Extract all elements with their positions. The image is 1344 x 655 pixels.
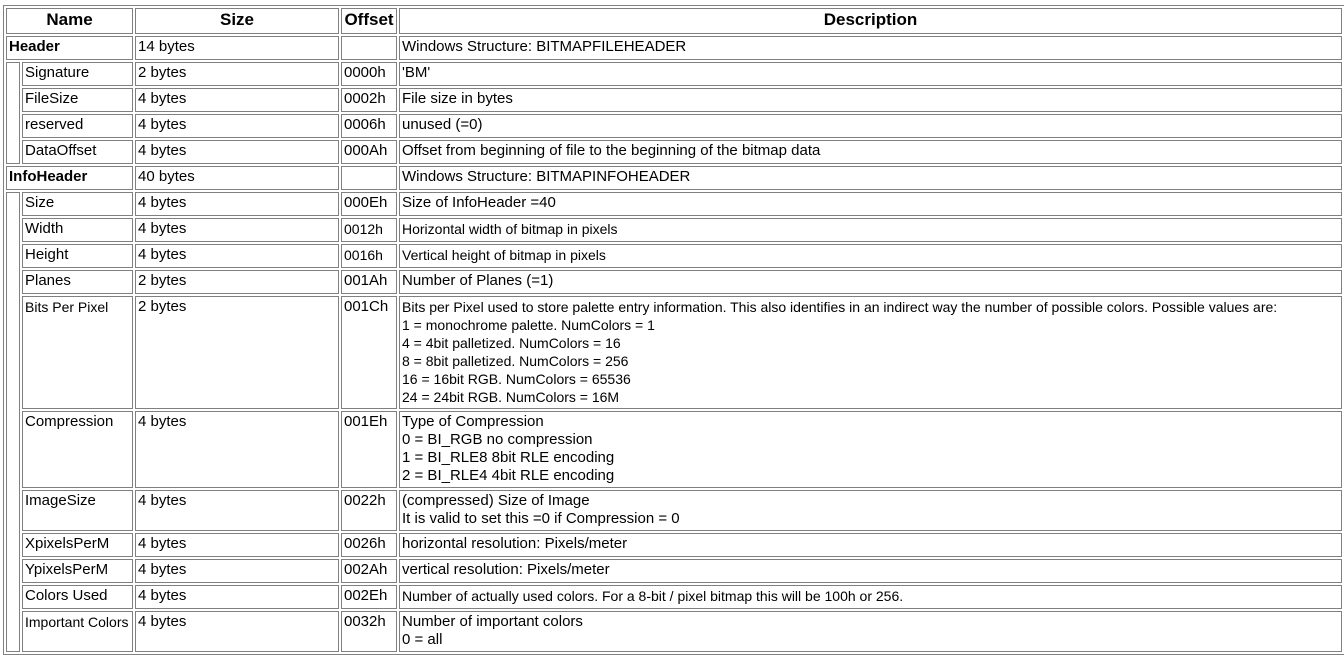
table-row: [6, 192, 1342, 216]
group-description: Windows Structure: BITMAPINFOHEADER: [399, 166, 1342, 190]
field-name: Bits Per Pixel: [22, 296, 133, 409]
field-description: Vertical height of bitmap in pixels: [399, 244, 1342, 268]
table-row: [6, 244, 1342, 268]
field-description: Bits per Pixel used to store palette entry information. This also identifies in an indirect way the number of possible colors. Possible values are: 1 = monochrome palette. NumColors = 1 4 = 4bit palletized. NumColors = 16 8 = 8bit palletized. NumColors = 256 16 = 16bit RGB. NumColors = 65536 24 = 24bit RGB. NumColors = 16M: [399, 296, 1342, 409]
group-description: Windows Structure: BITMAPFILEHEADER: [399, 36, 1342, 60]
field-offset: 002Ah: [341, 559, 397, 583]
field-name: Compression: [22, 411, 133, 488]
field-name: Size: [22, 192, 133, 216]
table-row: [6, 270, 1342, 294]
field-size: 4 bytes: [135, 533, 339, 557]
group-row-header: [6, 36, 1342, 60]
field-offset: 0026h: [341, 533, 397, 557]
field-offset: 0012h: [341, 218, 397, 242]
field-size: 2 bytes: [135, 296, 339, 409]
field-offset: 0006h: [341, 114, 397, 138]
column-header-description: Description: [399, 8, 1342, 34]
field-name: Signature: [22, 62, 133, 86]
field-size: 4 bytes: [135, 411, 339, 488]
field-description: Number of important colors 0 = all: [399, 611, 1342, 652]
field-offset: 000Eh: [341, 192, 397, 216]
field-offset: 000Ah: [341, 140, 397, 164]
field-name: YpixelsPerM: [22, 559, 133, 583]
table-row: [6, 114, 1342, 138]
field-description: vertical resolution: Pixels/meter: [399, 559, 1342, 583]
field-description: Number of actually used colors. For a 8-bit / pixel bitmap this will be 100h or 256.: [399, 585, 1342, 609]
bmp-format-table: [3, 5, 1344, 655]
field-description: horizontal resolution: Pixels/meter: [399, 533, 1342, 557]
column-header-offset: Offset: [341, 8, 397, 34]
table-row: [6, 533, 1342, 557]
table-row: [6, 140, 1342, 164]
field-size: 4 bytes: [135, 114, 339, 138]
field-size: 4 bytes: [135, 559, 339, 583]
field-name: Height: [22, 244, 133, 268]
group-size: 14 bytes: [135, 36, 339, 60]
field-size: 2 bytes: [135, 62, 339, 86]
indent-cell: [6, 62, 20, 164]
field-size: 4 bytes: [135, 611, 339, 652]
field-offset: 002Eh: [341, 585, 397, 609]
group-size: 40 bytes: [135, 166, 339, 190]
group-offset: [341, 36, 397, 60]
field-description: unused (=0): [399, 114, 1342, 138]
table-row: [6, 585, 1342, 609]
group-name: InfoHeader: [6, 166, 133, 190]
field-description: Size of InfoHeader =40: [399, 192, 1342, 216]
field-size: 4 bytes: [135, 244, 339, 268]
field-offset: 0032h: [341, 611, 397, 652]
field-description: File size in bytes: [399, 88, 1342, 112]
field-size: 4 bytes: [135, 218, 339, 242]
indent-cell: [6, 192, 20, 652]
table-row: [6, 559, 1342, 583]
table-row: [6, 218, 1342, 242]
table-row: [6, 490, 1342, 531]
field-size: 4 bytes: [135, 490, 339, 531]
header-row: [6, 8, 1342, 34]
field-offset: 0000h: [341, 62, 397, 86]
field-size: 4 bytes: [135, 192, 339, 216]
table-row: [6, 611, 1342, 652]
field-name: DataOffset: [22, 140, 133, 164]
field-name: Important Colors: [22, 611, 133, 652]
field-offset: 0016h: [341, 244, 397, 268]
field-name: Planes: [22, 270, 133, 294]
column-header-name: Name: [6, 8, 133, 34]
field-name: ImageSize: [22, 490, 133, 531]
table-row: [6, 411, 1342, 488]
field-size: 4 bytes: [135, 140, 339, 164]
field-offset: 0002h: [341, 88, 397, 112]
group-offset: [341, 166, 397, 190]
field-offset: 001Ah: [341, 270, 397, 294]
group-row-infoheader: [6, 166, 1342, 190]
field-description: (compressed) Size of Image It is valid to set this =0 if Compression = 0: [399, 490, 1342, 531]
field-description: 'BM': [399, 62, 1342, 86]
field-offset: 001Eh: [341, 411, 397, 488]
field-description: Offset from beginning of file to the beginning of the bitmap data: [399, 140, 1342, 164]
field-size: 4 bytes: [135, 88, 339, 112]
field-name: XpixelsPerM: [22, 533, 133, 557]
table-row: [6, 296, 1342, 409]
field-name: FileSize: [22, 88, 133, 112]
field-description: Number of Planes (=1): [399, 270, 1342, 294]
field-offset: 001Ch: [341, 296, 397, 409]
group-name: Header: [6, 36, 133, 60]
table-row: [6, 88, 1342, 112]
field-description: Horizontal width of bitmap in pixels: [399, 218, 1342, 242]
field-size: 2 bytes: [135, 270, 339, 294]
field-description: Type of Compression 0 = BI_RGB no compression 1 = BI_RLE8 8bit RLE encoding 2 = BI_RLE4 4bit RLE encoding: [399, 411, 1342, 488]
column-header-size: Size: [135, 8, 339, 34]
field-offset: 0022h: [341, 490, 397, 531]
field-name: Width: [22, 218, 133, 242]
table-row: [6, 62, 1342, 86]
field-name: Colors Used: [22, 585, 133, 609]
field-name: reserved: [22, 114, 133, 138]
field-size: 4 bytes: [135, 585, 339, 609]
